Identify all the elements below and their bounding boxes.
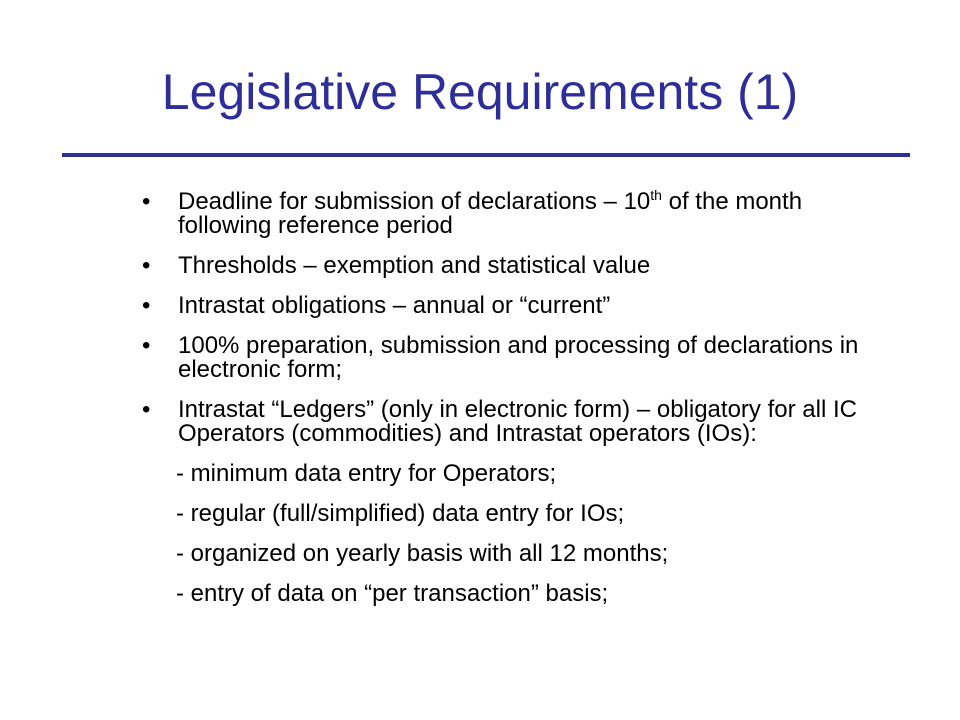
bullet-item-electronic-form [142, 334, 902, 382]
bullet-icon: • [142, 252, 151, 279]
bullet-icon: • [142, 332, 151, 359]
sub-item-yearly-basis: - organized on yearly basis with all 12 months; [176, 540, 669, 567]
bullet-icon: • [142, 292, 151, 319]
bullet-text: Intrastat obligations – annual or “current” [178, 292, 611, 319]
superscript-th: th [650, 187, 662, 203]
bullet-text-part: of the month following reference period [178, 188, 803, 239]
bullet-icon: • [142, 396, 151, 423]
bullet-text: 100% preparation, submission and processing of declarations in electronic form; [178, 332, 859, 383]
bullet-list [142, 187, 902, 622]
bullet-text-part: Deadline for submission of declarations – 10 [178, 188, 651, 215]
bullet-item-thresholds [142, 254, 902, 278]
slide-title: Legislative Requirements (1) [161, 64, 799, 120]
bullet-item-obligations [142, 294, 902, 318]
bullet-text: Intrastat “Ledgers” (only in electronic form) – obligatory for all IC Operators (commodities) and Intrastat operators (IOs): [178, 396, 857, 447]
bullet-item-ledgers [142, 398, 902, 446]
sub-item-per-transaction: - entry of data on “per transaction” basis; [176, 580, 609, 607]
sub-item-regular-entry: - regular (full/simplified) data entry for IOs; [176, 500, 625, 527]
bullet-icon: • [142, 188, 151, 215]
title-divider [62, 153, 910, 157]
bullet-item-deadline [142, 187, 902, 239]
bullet-text: Thresholds – exemption and statistical value [178, 252, 651, 279]
sub-item-minimum-entry: - minimum data entry for Operators; [176, 460, 557, 487]
